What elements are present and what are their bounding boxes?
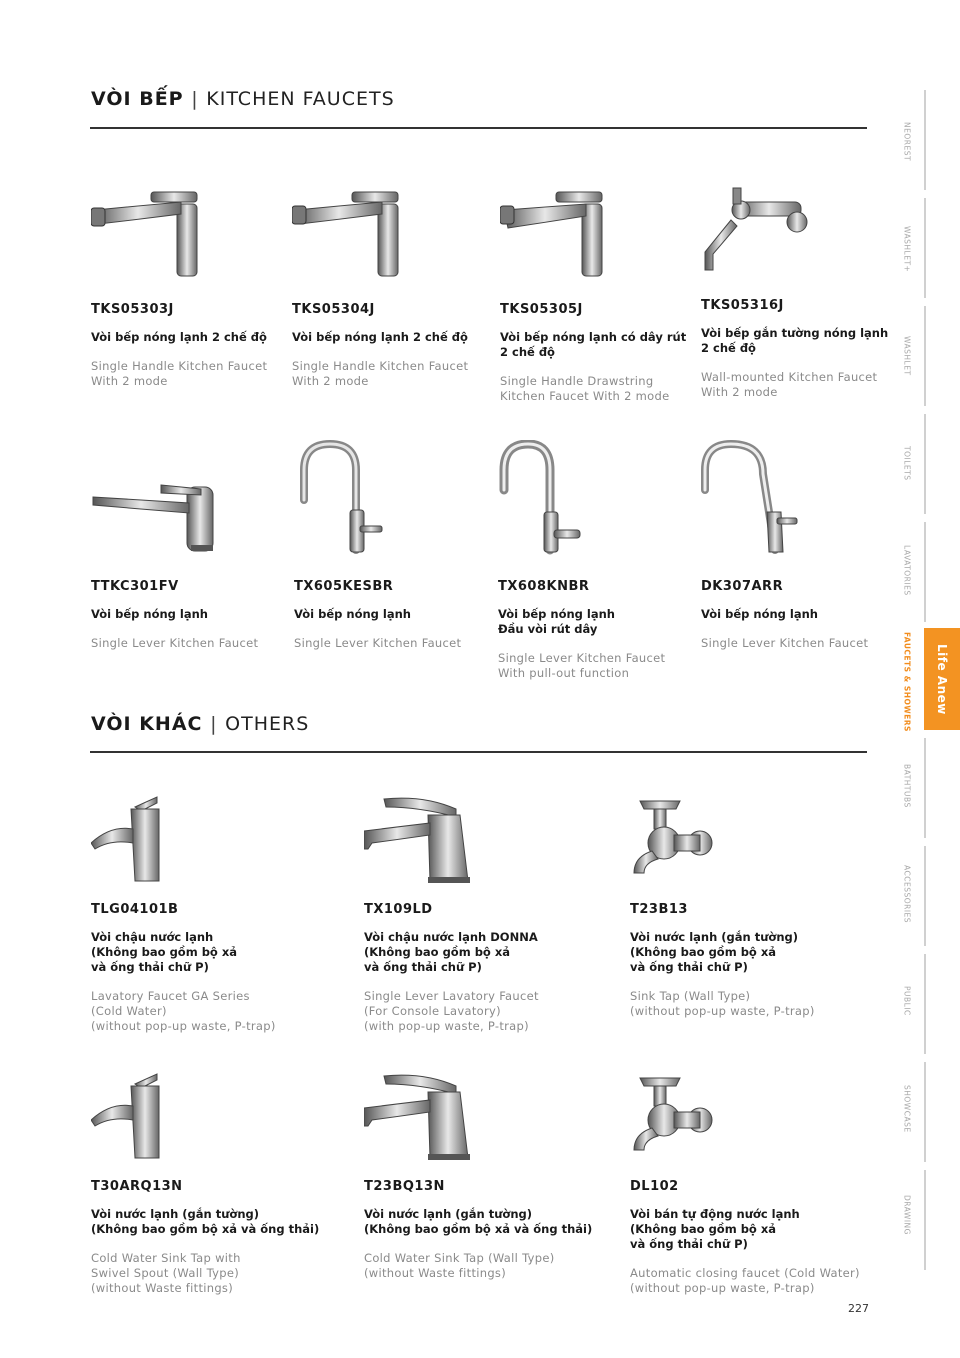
lever-lavatory-faucet-icon [364, 1072, 504, 1162]
product-name-en: Lavatory Faucet GA Series (Cold Water) (without pop-up waste, P-trap) [91, 989, 276, 1033]
product-name-vi: Vòi nước lạnh (gắn tường) (Không bao gồm bộ xả và ống thải) [91, 1207, 320, 1236]
product-name-vi: Vòi bếp nóng lạnh 2 chế độ [292, 330, 468, 344]
product-name-en: Single Handle Kitchen Faucet With 2 mode [292, 359, 469, 388]
side-nav-faucets-showers[interactable]: FAUCETS & SHOWERS [902, 632, 912, 732]
section-title-en: OTHERS [225, 713, 310, 735]
product-name-en: Single Lever Kitchen Faucet [294, 636, 462, 650]
product-card[interactable] [498, 440, 665, 681]
product-code: T23BQ13N [364, 1179, 445, 1194]
section-title-vi: VÒI BẾP [91, 88, 184, 110]
product-code: T23B13 [630, 902, 688, 917]
section-title-en: KITCHEN FAUCETS [206, 88, 395, 110]
product-code: TX109LD [364, 902, 433, 917]
side-tab-life-anew[interactable]: Life Anew [924, 628, 960, 730]
side-nav-accessories[interactable]: ACCESSORIES [902, 865, 912, 924]
product-card[interactable] [701, 440, 868, 651]
section-title-others [91, 713, 309, 735]
product-name-en: Automatic closing faucet (Cold Water) (without pop-up waste, P-trap) [630, 1266, 860, 1295]
low-spout-kitchen-faucet-icon [91, 455, 231, 555]
product-card[interactable] [364, 795, 539, 1034]
product-name-en: Cold Water Sink Tap with Swivel Spout (Wall Type) (without Waste fittings) [91, 1251, 241, 1295]
pull-down-kitchen-faucet-icon [91, 180, 231, 280]
pull-down-kitchen-faucet-icon [500, 180, 640, 280]
product-name-vi: Vòi bếp nóng lạnh có dây rút 2 chế độ [500, 330, 687, 359]
gooseneck-kitchen-faucet-icon [498, 440, 638, 555]
product-card[interactable] [630, 795, 815, 1019]
product-name-vi: Vòi bếp nóng lạnh [294, 607, 411, 621]
side-nav-neorest[interactable]: NEOREST [902, 122, 912, 162]
side-nav-showcase[interactable]: SHOWCASE [902, 1085, 912, 1133]
gooseneck-kitchen-faucet-icon [294, 440, 434, 555]
product-name-vi: Vòi bếp nóng lạnh Đầu vòi rút dây [498, 607, 615, 636]
product-code: TX605KESBR [294, 579, 394, 594]
product-code: TTKC301FV [91, 579, 179, 594]
product-card[interactable] [364, 1072, 592, 1281]
product-code: TX608KNBR [498, 579, 590, 594]
product-name-vi: Vòi bán tự động nước lạnh (Không bao gồm bộ xả và ống thải chữ P) [630, 1207, 800, 1251]
section-title-vi: VÒI KHÁC [91, 713, 203, 735]
lavatory-faucet-icon [91, 795, 231, 885]
product-name-en: Single Lever Kitchen Faucet With pull-out function [498, 651, 666, 680]
product-name-en: Cold Water Sink Tap (Wall Type) (without Waste fittings) [364, 1251, 555, 1280]
side-nav-drawing[interactable]: DRAWING [902, 1195, 912, 1235]
product-code: TLG04101B [91, 902, 179, 917]
product-code: T30ARQ13N [91, 1179, 183, 1194]
product-card[interactable] [701, 180, 888, 400]
product-name-en: Sink Tap (Wall Type) (without pop-up waste, P-trap) [630, 989, 815, 1018]
wall-tap-icon [630, 1072, 770, 1162]
product-code: TKS05303J [91, 302, 174, 317]
product-code: DL102 [630, 1179, 679, 1194]
product-name-en: Single Lever Kitchen Faucet [701, 636, 869, 650]
product-name-vi: Vòi nước lạnh (gắn tường) (Không bao gồm bộ xả và ống thải) [364, 1207, 593, 1236]
side-nav-public[interactable]: PUBLIC [902, 986, 912, 1016]
product-name-vi: Vòi nước lạnh (gắn tường) (Không bao gồm bộ xả và ống thải chữ P) [630, 930, 798, 974]
side-nav-toilets[interactable]: TOILETS [902, 446, 912, 481]
product-name-en: Single Handle Drawstring Kitchen Faucet With 2 mode [500, 374, 670, 403]
product-name-vi: Vòi bếp nóng lạnh 2 chế độ [91, 330, 267, 344]
pull-down-kitchen-faucet-icon [292, 180, 432, 280]
side-nav-washlet-plus[interactable]: WASHLET+ [902, 226, 912, 273]
section-divider [90, 127, 867, 129]
product-code: TKS05316J [701, 298, 784, 313]
product-card[interactable] [294, 440, 461, 651]
product-name-vi: Vòi chậu nước lạnh DONNA (Không bao gồm bộ xả và ống thải chữ P) [364, 930, 538, 974]
section-divider [90, 751, 867, 753]
product-card[interactable] [91, 455, 258, 651]
side-nav-washlet[interactable]: WASHLET [902, 336, 912, 376]
product-name-vi: Vòi bếp nóng lạnh [91, 607, 208, 621]
product-card[interactable] [630, 1072, 860, 1296]
product-name-vi: Vòi bếp gắn tường nóng lạnh 2 chế độ [701, 326, 889, 355]
title-separator: | [210, 713, 218, 735]
page-number: 227 [848, 1302, 869, 1315]
side-nav-bathtubs[interactable]: BATHTUBS [902, 764, 912, 808]
product-code: DK307ARR [701, 579, 784, 594]
gooseneck-kitchen-faucet-icon [701, 440, 841, 555]
product-code: TKS05304J [292, 302, 375, 317]
lavatory-faucet-icon [91, 1072, 231, 1162]
title-separator: | [191, 88, 199, 110]
product-card[interactable] [500, 180, 686, 404]
product-card[interactable] [292, 180, 468, 389]
product-name-vi: Vòi bếp nóng lạnh [701, 607, 818, 621]
product-card[interactable] [91, 1072, 319, 1296]
product-card[interactable] [91, 180, 267, 389]
wall-mounted-kitchen-faucet-icon [701, 180, 841, 280]
product-name-en: Wall-mounted Kitchen Faucet With 2 mode [701, 370, 878, 399]
product-name-en: Single Handle Kitchen Faucet With 2 mode [91, 359, 268, 388]
product-code: TKS05305J [500, 302, 583, 317]
lever-lavatory-faucet-icon [364, 795, 504, 885]
section-title-kitchen [91, 88, 395, 110]
wall-tap-icon [630, 795, 770, 885]
product-name-en: Single Lever Lavatory Faucet (For Console Lavatory) (with pop-up waste, P-trap) [364, 989, 539, 1033]
product-card[interactable] [91, 795, 276, 1034]
side-nav-lavatories[interactable]: LAVATORIES [902, 545, 912, 596]
product-name-vi: Vòi chậu nước lạnh (Không bao gồm bộ xả và ống thải chữ P) [91, 930, 238, 974]
product-name-en: Single Lever Kitchen Faucet [91, 636, 259, 650]
